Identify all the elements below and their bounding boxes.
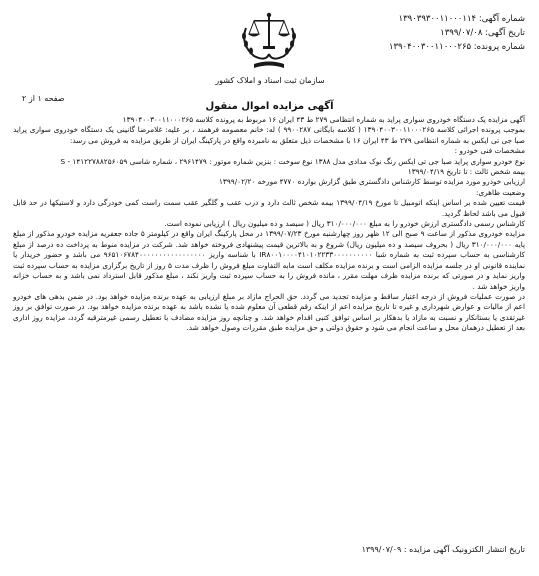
notice-body	[13, 115, 525, 334]
organization-name: سازمان ثبت اسناد و املاک کشور	[215, 76, 325, 85]
judiciary-emblem-icon	[232, 6, 306, 76]
paragraph-case: بموجب پرونده اجرائی کلاسه ۱۳۹۰۴۰۰۳۰۰۱۱۰۰۰۲۶۵ ( کلاسه بایگانی ۹۹۰۰۲۸۷ ) له: خانم معصومه فرهمند ، بر علیه: غلامرضا گانینی یک دستگاه خودروی سواری پراید صبا جی تی ایکس به شماره انتظامی ۲۷۹ ط ۴۳ ایران ۱۶ با مشخصات ذیل متعلق به نامبرده واقع در پارکینگ ایران از طریق مزایده به فروش می رسد:	[13, 125, 525, 145]
paragraph-valuation: کارشناس رسمی دادگستری ارزش خودرو را به مبلغ ۳۱۰/۰۰۰/۰۰۰ ریال ( سیصد و ده میلیون ریال ) ارزیابی نموده است.	[164, 219, 525, 229]
paragraph-condition-heading: وضعیت ظاهری:	[475, 187, 525, 197]
notice-meta	[335, 12, 525, 54]
paragraph-insurance: بیمه شخص ثالث : تا تاریخ ۱۳۹۹/۰۴/۱۹	[407, 167, 525, 177]
paragraph-condition: قیمت تعیین شده بر اساس اینکه اتومبیل تا مورخ ۱۳۹۹/۰۴/۱۹ بیمه شخص ثالث دارد و درب عقب و گلگیر عقب سمت راست کمی خودرگی دارد و لاستیکها در حد قابل قبول می باشد لحاظ گردید.	[13, 198, 525, 218]
publication-date: تاریخ انتشار الکترونیک آگهی مزایده : ۱۳۹۹/۰۷/۰۹	[361, 545, 525, 554]
notice-title: آگهی مزایده اموال منقول	[205, 101, 334, 112]
paragraph-specs-heading: مشخصات فنی خودرو :	[454, 146, 525, 156]
paragraph-intro: آگهی مزایده یک دستگاه خودروی سواری پراید به شماره انتظامی ۲۷۹ ط ۴۳ ایران ۱۶ مربوط به پرونده کلاسه ۱۳۹۰۴۰۰۳۰۰۱۱۰۰۰۲۶۵	[122, 115, 525, 124]
case-number: شماره پرونده: ۱۳۹۰۴۰۰۳۰۰۱۱۰۰۰۲۶۵	[388, 42, 525, 52]
notice-number: شماره آگهی: ۱۳۹۰۳۹۳۰۰۱۱۰۰۰۱۱۴	[398, 14, 525, 24]
paragraph-vehicle-specs: نوع خودرو سواری پراید صبا جی تی ایکس رنگ نوک مدادی مدل ۱۳۸۸ نوع سوخت : بنزین شماره موتور : ۲۹۶۱۴۷۹ ، شماره شاسی ۱۴۱۲۲۷۸۸۲۵۶۰۵۹ - S	[60, 156, 525, 166]
paragraph-auction-terms: مزایده خودروی مذکور از ساعت ۹ صبح الی ۱۲ ظهر روز چهارشنبه مورخ ۱۳۹۹/۰۷/۲۳ در محل پارکینگ ایران واقع در کیلومتر ۵ جاده جعفریه مزایده خودرو مذکور از مبلغ پایه ۳۱۰/۰۰۰/۰۰۰ ریال ( بحروف سیصد و ده میلیون ریال) شروع و به بالاترین قیمت پیشنهادی فروخته خواهد شد. شرکت در مزایده منوط به پرداخت ده درصد از مبلغ کارشناسی به حساب سپرده ثبت به شماره شبا IR۸۰۰۱۰۰۰۰۴۱۰۱۰۲۲۳۳۰۰۰۰۰۰۰۰۰۰ با شناسه واریز ۹۶۵۱۰۶۷۸۴۰۰۰۰۰۰۰۰۰۰۰۰۰۰۰۰۰ می باشد و حضور خریدار یا نماینده قانونی او در جلسه مزایده الزامی است و برنده مزایده مکلف است مابه التفاوت مبلغ فروش را ظرف مدت ۵ روز از تاریخ برگزاری مزایده به حساب سپرده ثبت واریز نماید و در صورتی که برنده مزایده ظرف مهلت مقرر ، مانده فروش را به حساب سپرده ثبت واریز نکند ، مبلغ مذکور قابل استرداد نمی باشد و به حساب خزانه واریز خواهد شد .	[13, 229, 526, 291]
notice-date: تاریخ آگهی: ۱۳۹۹/۰۷/۰۸	[440, 28, 525, 38]
paragraph-conditions: در صورت عملیات فروش از درجه اعتبار ساقط و مزایده تجدید می گردد. حق الحراج مازاد بر مبلغ ارزیابی به عهده برنده مزایده خواهد بود. در ضمن بدهی های خودرو اعم از مالیات و عوارض شهرداری و غیره تا تاریخ مزایده اعم از اینکه رقم قطعی آن معلوم شده یا نشده باشد به عهده برنده مزایده خواهد بود. در صورت توافق بر روز غیرتقدی یا بستانکار و نسبت به مازاد یا بدهکار بر اساس توافق کتبی اقدام خواهد شد. و چنانچه روز مزایده مصادف با تعطیل رسمی غیرمترقبه گردد، مزایده روز اداری بعد از تعطیل درهمان محل و ساعت انجام می شود و حقوق دولتی و حق مزایده طبق مقررات وصول خواهد شد.	[13, 291, 525, 333]
page-number: صفحه ۱ از ۲	[22, 94, 65, 103]
paragraph-appraisal: ارزیابی خودرو مورد مزایده توسط کارشناس دادگستری طبق گزارش بوارده ۴۷۷۰ مورخه ۱۳۹۹/۰۲/۲۰	[219, 177, 525, 187]
